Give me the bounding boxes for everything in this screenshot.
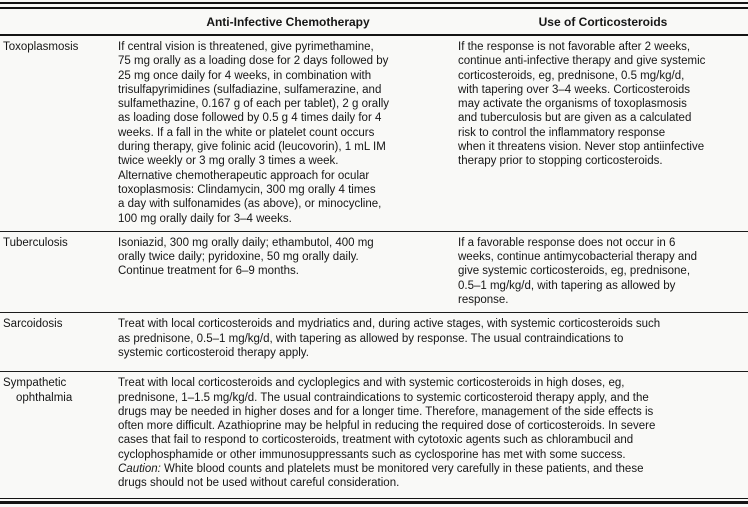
text-line: drugs should not be used without careful consideration. xyxy=(118,477,400,490)
text-line: cases that fail to respond to corticosteroids, treatment with cytotoxic agents such as chlorambucil and xyxy=(118,434,634,447)
text-line: cyclophosphamide or other immunosuppressants such as cyclosporine has met with some success. xyxy=(118,448,626,461)
text-line: corticosteroids, eg, prednisone, 0.5 mg/kg/d, xyxy=(458,69,685,82)
table-header-row xyxy=(0,9,748,34)
text-line: 0.5–1 mg/kg/d, with tapering as allowed by xyxy=(458,279,676,292)
caution-italic-label: Caution: xyxy=(118,463,161,476)
text-line: Continue treatment for 6–9 months. xyxy=(118,265,299,278)
row-content xyxy=(118,376,748,490)
row-label xyxy=(0,317,118,360)
text-line: 25 mg once daily for 4 weeks, in combination with xyxy=(118,69,372,82)
text-line: with tapering over 3–4 weeks. Corticosteroids xyxy=(458,83,691,96)
row-label-line: Toxoplasmosis xyxy=(3,41,79,53)
row-label-line: Tuberculosis xyxy=(3,236,68,249)
text-line: Treat with local corticosteroids and mydriatics and, during active stages, with systemic corticosteroids such xyxy=(118,318,661,331)
row-content xyxy=(118,236,748,307)
text-line: twice weekly or 3 mg orally 3 times a week. xyxy=(118,155,339,168)
text-line: give systemic corticosteroids, eg, prednisone, xyxy=(458,265,691,278)
text-line: If central vision is threatened, give pyrimethamine, xyxy=(118,41,374,53)
column-header-use-of-corticosteroids: Use of Corticosteroids xyxy=(538,15,668,29)
table-top-double-rule xyxy=(0,2,748,9)
cell-full-width xyxy=(118,376,748,490)
table-row-tuberculosis xyxy=(0,231,748,312)
text-line: If the response is not favorable after 2 weeks, xyxy=(458,41,691,53)
text-line: a day with sulfonamides (as above), or minocycline, xyxy=(118,198,382,211)
table-row-sarcoidosis xyxy=(0,312,748,371)
text-line: when it threatens vision. Never stop antiinfective xyxy=(458,141,705,154)
column-header-anti-infective-chemotherapy: Anti-Infective Chemotherapy xyxy=(206,15,370,29)
text-line: may activate the organisms of toxoplasmosis xyxy=(458,98,687,111)
row-label-line: Sympathetic xyxy=(3,377,67,390)
text-line: often more difficult. Azathioprine may be helpful in reducing the required dose of corticosteroids. In severe xyxy=(118,420,656,433)
text-line: weeks. If a fall in the white or platelet count occurs xyxy=(118,126,375,139)
text-line: drugs may be needed in higher doses and for a longer time. Therefore, management of the side effects is xyxy=(118,405,654,418)
row-label xyxy=(0,40,118,226)
text-line: 75 mg orally as a loading dose for 2 days followed by xyxy=(118,55,389,68)
text-line: response. xyxy=(458,294,509,307)
table-row-toxoplasmosis xyxy=(0,36,748,231)
cell-use-of-corticosteroids xyxy=(458,236,748,307)
table-row-sympathetic-ophthalmia xyxy=(0,371,748,495)
text-line: sulfamethazine, 0.167 g of each per tablet), 2 g orally xyxy=(118,98,390,111)
text-line: orally twice daily; pyridoxine, 50 mg orally daily. xyxy=(118,251,359,264)
text-line: Isoniazid, 300 mg orally daily; ethambutol, 400 mg xyxy=(118,236,374,249)
text-line: systemic corticosteroid therapy apply. xyxy=(118,346,309,359)
cell-anti-infective-chemotherapy xyxy=(118,236,458,307)
row-content xyxy=(118,40,748,226)
text-line: 100 mg orally daily for 3–4 weeks. xyxy=(118,212,292,225)
text-line: Alternative chemotherapeutic approach for ocular xyxy=(118,169,370,182)
caution-text: White blood counts and platelets must be monitored very carefully in these patients, and these xyxy=(160,463,644,476)
row-content xyxy=(118,317,748,360)
text-line: toxoplasmosis: Clindamycin, 300 mg orally 4 times xyxy=(118,183,376,196)
cell-use-of-corticosteroids xyxy=(458,40,748,226)
text-line: and tuberculosis but are given as a calculated xyxy=(458,112,692,125)
text-line: If a favorable response does not occur in 6 xyxy=(458,236,676,249)
row-label xyxy=(0,376,118,490)
row-label-line: Sarcoidosis xyxy=(3,318,63,331)
cell-anti-infective-chemotherapy xyxy=(118,40,458,226)
text-line: prednisone, 1–1.5 mg/kg/d. The usual contraindications to systemic corticosteroid therapy apply, and the xyxy=(118,391,649,404)
text-line: weeks, continue antimycobacterial therapy and xyxy=(458,251,698,264)
table-body xyxy=(0,36,748,496)
text-line: therapy prior to stopping corticosteroids. xyxy=(458,155,663,168)
text-line: trisulfapyrimidines (sulfadiazine, sulfamerazine, and xyxy=(118,83,382,96)
header-spacer xyxy=(0,15,118,29)
text-line: as prednisone, 0.5–1 mg/kg/d, with tapering as allowed by response. The usual contraindications to xyxy=(118,332,624,345)
text-line: Treat with local corticosteroids and cycloplegics and with systemic corticosteroids in high doses, eg, xyxy=(118,377,625,390)
cell-full-width xyxy=(118,317,748,360)
text-line: risk to control the inflammatory response xyxy=(458,126,666,139)
text-line-caution xyxy=(118,462,748,476)
text-line: continue anti-infective therapy and give systemic xyxy=(458,55,706,68)
row-label-line: ophthalmia xyxy=(16,391,73,404)
text-line: during therapy, give folinic acid (leucovorin), 1 mL IM xyxy=(118,141,386,154)
row-label xyxy=(0,236,118,307)
text-line: as loading dose followed by 0.5 g 4 times daily for 4 xyxy=(118,112,382,125)
table-bottom-double-rule xyxy=(0,498,748,504)
